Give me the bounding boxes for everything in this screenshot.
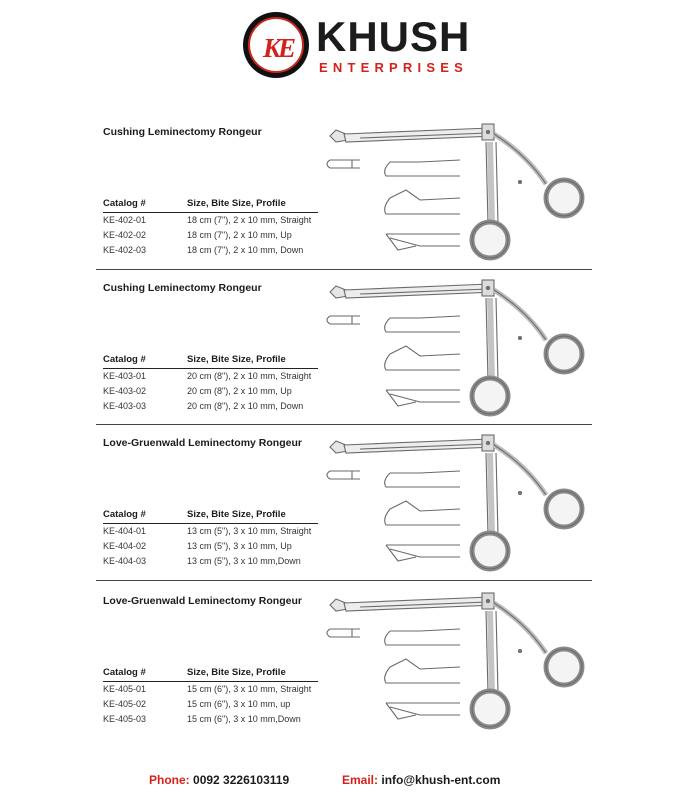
size-spec: 13 cm (5"), 3 x 10 mm, Straight [187, 526, 312, 536]
catalog-table [103, 508, 318, 569]
catalog-number: KE-403-03 [103, 401, 147, 411]
rongeur-instrument-illustration [320, 114, 600, 274]
size-spec: 15 cm (6"), 3 x 10 mm, up [187, 699, 291, 709]
rongeur-instrument-illustration [320, 583, 600, 743]
size-spec: 13 cm (5"), 3 x 10 mm,Down [187, 556, 301, 566]
table-row [103, 712, 318, 727]
product-section [0, 126, 689, 281]
size-spec: 20 cm (8"), 2 x 10 mm, Down [187, 401, 304, 411]
catalog-number: KE-405-02 [103, 699, 147, 709]
section-title: Cushing Leminectomy Rongeur [103, 126, 262, 138]
catalog-number: KE-404-01 [103, 526, 147, 536]
catalog-table-header [103, 666, 318, 682]
rongeur-drawing [320, 114, 600, 274]
table-row [103, 539, 318, 554]
catalog-number: KE-402-03 [103, 245, 147, 255]
table-row [103, 228, 318, 243]
brand-logo [243, 10, 471, 80]
section-divider [96, 580, 592, 581]
size-spec: 20 cm (8"), 2 x 10 mm, Straight [187, 371, 312, 381]
catalog-table [103, 197, 318, 258]
size-spec: 18 cm (7"), 2 x 10 mm, Down [187, 245, 304, 255]
size-column-header: Size, Bite Size, Profile [187, 667, 286, 678]
product-section [0, 595, 689, 750]
section-title: Love-Gruenwald Leminectomy Rongeur [103, 437, 302, 449]
catalog-number: KE-405-03 [103, 714, 147, 724]
catalog-table [103, 666, 318, 727]
catalog-number: KE-402-02 [103, 230, 147, 240]
table-row [103, 369, 318, 384]
rongeur-drawing [320, 425, 600, 585]
table-row [103, 213, 318, 228]
catalog-table-header [103, 197, 318, 213]
catalog-column-header: Catalog # [103, 667, 146, 678]
table-row [103, 243, 318, 258]
brand-tagline: ENTERPRISES [319, 60, 468, 75]
catalog-table [103, 353, 318, 414]
size-column-header: Size, Bite Size, Profile [187, 509, 286, 520]
size-spec: 20 cm (8"), 2 x 10 mm, Up [187, 386, 292, 396]
catalog-column-header: Catalog # [103, 509, 146, 520]
rongeur-instrument-illustration [320, 270, 600, 430]
catalog-number: KE-403-01 [103, 371, 147, 381]
email-address[interactable]: info@khush-ent.com [381, 773, 501, 787]
phone-label: Phone: [149, 773, 190, 787]
phone-number[interactable]: 0092 3226103119 [193, 773, 290, 787]
logo-badge-icon [243, 12, 309, 78]
email-label: Email: [342, 773, 379, 787]
catalog-number: KE-405-01 [103, 684, 147, 694]
size-spec: 15 cm (6"), 3 x 10 mm,Down [187, 714, 301, 724]
section-title: Cushing Leminectomy Rongeur [103, 282, 262, 294]
table-row [103, 524, 318, 539]
size-column-header: Size, Bite Size, Profile [187, 354, 286, 365]
table-row [103, 697, 318, 712]
catalog-table-header [103, 508, 318, 524]
phone-contact [149, 773, 289, 787]
table-row [103, 384, 318, 399]
catalog-number: KE-404-02 [103, 541, 147, 551]
section-title: Love-Gruenwald Leminectomy Rongeur [103, 595, 302, 607]
contact-footer [0, 773, 689, 791]
size-spec: 13 cm (5"), 3 x 10 mm, Up [187, 541, 292, 551]
email-contact [342, 773, 500, 787]
size-column-header: Size, Bite Size, Profile [187, 198, 286, 209]
size-spec: 15 cm (6"), 3 x 10 mm, Straight [187, 684, 312, 694]
brand-name: KHUSH [316, 13, 471, 60]
catalog-number: KE-402-01 [103, 215, 147, 225]
size-spec: 18 cm (7"), 2 x 10 mm, Straight [187, 215, 312, 225]
catalog-table-header [103, 353, 318, 369]
product-section [0, 437, 689, 592]
table-row [103, 682, 318, 697]
rongeur-instrument-illustration [320, 425, 600, 585]
catalog-column-header: Catalog # [103, 198, 146, 209]
catalog-column-header: Catalog # [103, 354, 146, 365]
product-section [0, 282, 689, 437]
rongeur-drawing [320, 583, 600, 743]
catalog-number: KE-404-03 [103, 556, 147, 566]
catalog-number: KE-403-02 [103, 386, 147, 396]
table-row [103, 554, 318, 569]
size-spec: 18 cm (7"), 2 x 10 mm, Up [187, 230, 292, 240]
table-row [103, 399, 318, 414]
logo-badge-text: KE [262, 33, 294, 63]
rongeur-drawing [320, 270, 600, 430]
